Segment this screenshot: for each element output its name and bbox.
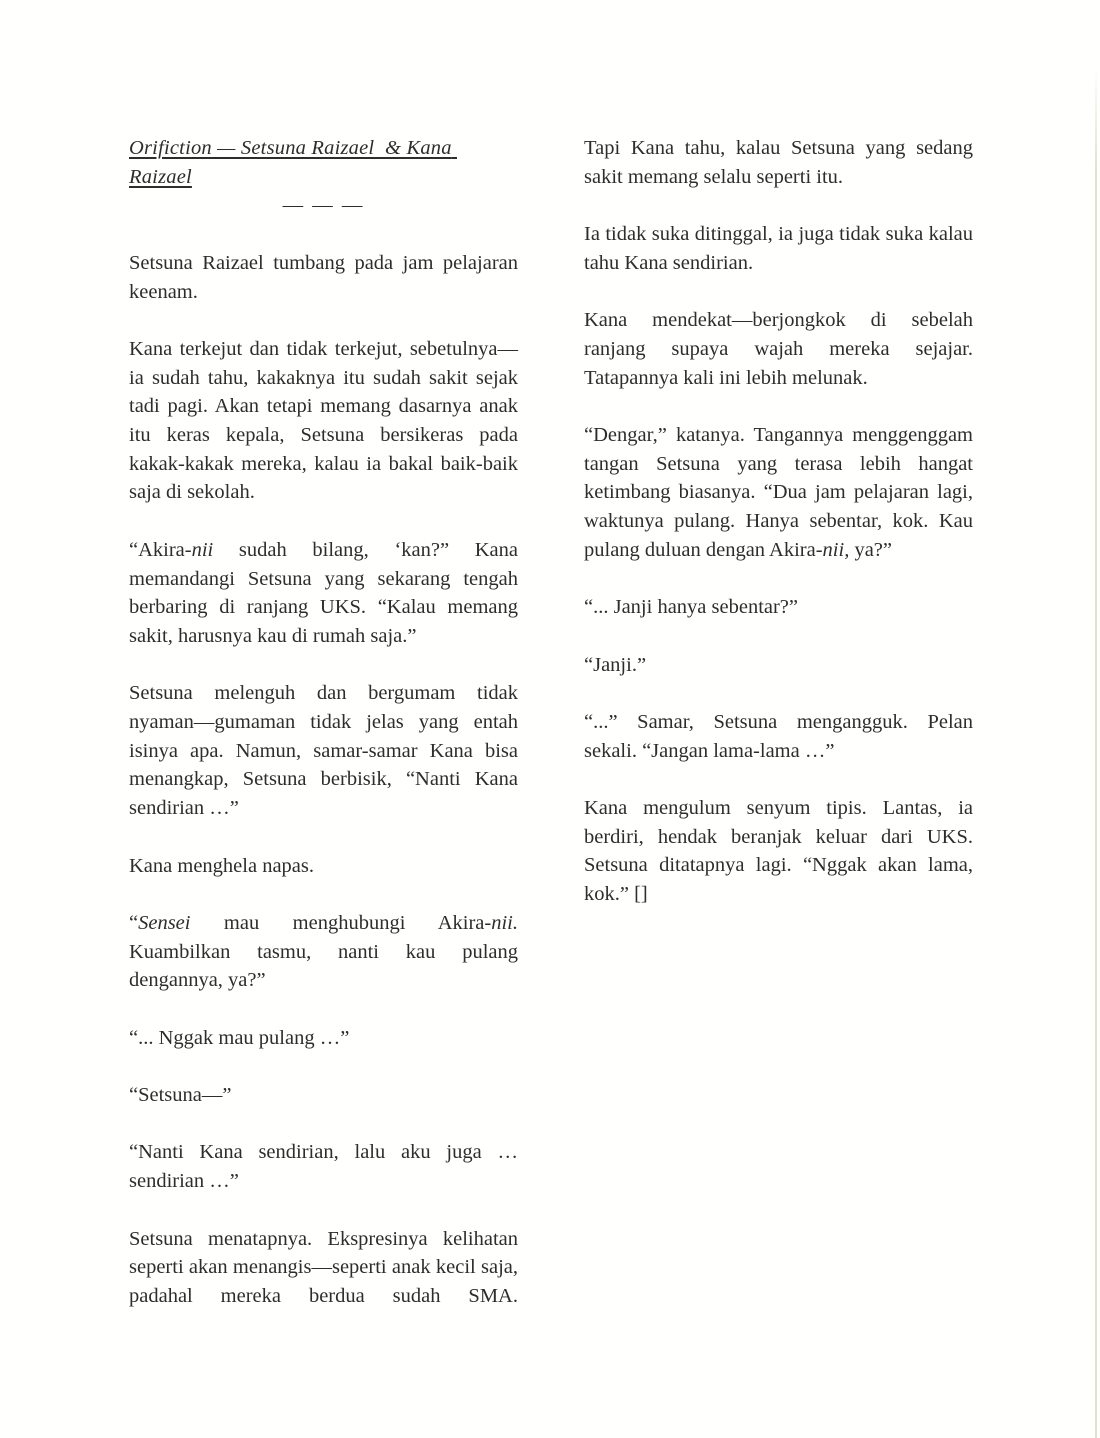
page-edge-artifact	[1095, 64, 1097, 1438]
paragraph	[129, 249, 518, 306]
paragraph	[584, 708, 973, 765]
text-run: “...” Samar, Setsuna mengangguk. Pelan sekali. “Jangan lama-lama …”	[584, 710, 973, 762]
text-columns	[129, 134, 973, 1311]
paragraph	[129, 1225, 518, 1311]
text-run: Kuambilkan tasmu, nanti kau pulang dengannya, ya?”	[129, 940, 518, 992]
paragraph	[129, 909, 518, 995]
text-run: Setsuna melenguh dan bergumam tidak nyaman—gumaman tidak jelas yang entah isinya apa. Namun, samar-samar Kana bisa menangkap, Setsuna berbisik, “Nanti Kana sendirian …”	[129, 682, 518, 820]
text-run: Ia tidak suka ditinggal, ia juga tidak suka kalau tahu Kana sendirian.	[584, 223, 973, 274]
text-run: “	[129, 911, 139, 934]
scene-separator: — — —	[282, 194, 365, 217]
text-run: “... Nggak mau pulang …”	[129, 1026, 350, 1049]
paragraph	[584, 220, 973, 277]
text-run: Tapi Kana tahu, kalau Setsuna yang sedang sakit memang selalu seperti itu.	[584, 137, 973, 188]
paragraph	[129, 852, 518, 881]
text-run: “Nanti Kana sendirian, lalu aku juga … sendirian …”	[129, 1141, 518, 1193]
text-run: “Akira-	[129, 538, 192, 561]
paragraph	[129, 1138, 518, 1195]
text-run: “... Janji hanya sebentar?”	[584, 596, 799, 619]
text-run: “Setsuna—”	[129, 1084, 232, 1107]
italic-text-run: nii,	[822, 538, 850, 561]
text-run: Setsuna menatapnya. Ekspresinya kelihatan seperti akan menangis—seperti anak kecil saja, padahal mereka berdua sudah SMA.	[129, 1227, 518, 1307]
paragraph	[129, 679, 518, 823]
page-title: Orifiction — Setsuna Raizael & Kana Raizael	[129, 137, 457, 188]
italic-text-run: nii.	[491, 911, 518, 934]
paragraph	[584, 794, 973, 909]
italic-text-run: nii	[191, 538, 214, 561]
text-run: Kana menghela napas.	[129, 854, 314, 877]
paragraph	[129, 335, 518, 507]
column-right	[584, 134, 973, 1311]
paragraph	[584, 651, 973, 680]
text-run: Kana mendekat—berjongkok di sebelah ranjang supaya wajah mereka sejajar. Tatapannya kali ini lebih melunak.	[584, 309, 973, 389]
text-run: ya?”	[849, 538, 892, 561]
text-run: “Dengar,” katanya. Tangannya menggenggam tangan Setsuna yang terasa lebih hangat ketimbang biasanya. “Dua jam pelajaran lagi, waktunya pulang. Hanya sebentar, kok. Kau pulang duluan dengan Akira-	[584, 423, 973, 561]
paragraph	[129, 1024, 518, 1053]
text-run: “Janji.”	[584, 653, 647, 676]
text-run: mau menghubungi Akira-	[190, 911, 492, 934]
text-run: Kana terkejut dan tidak terkejut, sebetulnya—ia sudah tahu, kakaknya itu sudah sakit sejak tadi pagi. Akan tetapi memang dasarnya anak itu keras kepala, Setsuna bersikeras pada kakak-kakak mereka, kalau ia bakal baik-baik saja di sekolah.	[129, 337, 518, 504]
text-run: Setsuna Raizael tumbang pada jam pelajaran keenam.	[129, 251, 518, 303]
paragraph	[129, 536, 518, 651]
text-run: Kana mengulum senyum tipis. Lantas, ia berdiri, hendak beranjak keluar dari UKS. Setsuna ditatapnya lagi. “Nggak akan lama, kok.” []	[584, 797, 973, 906]
italic-text-run: Sensei	[138, 911, 191, 934]
paragraph	[584, 421, 973, 565]
paragraph	[584, 306, 973, 392]
paragraph	[584, 593, 973, 622]
text-run: sudah bilang, ‘kan?” Kana memandangi Setsuna yang sekarang tengah berbaring di ranjang UKS. “Kalau memang sakit, harusnya kau di rumah saja.”	[129, 538, 518, 647]
paragraph	[584, 134, 973, 191]
paragraph	[129, 1081, 518, 1110]
column-left	[129, 134, 518, 1311]
